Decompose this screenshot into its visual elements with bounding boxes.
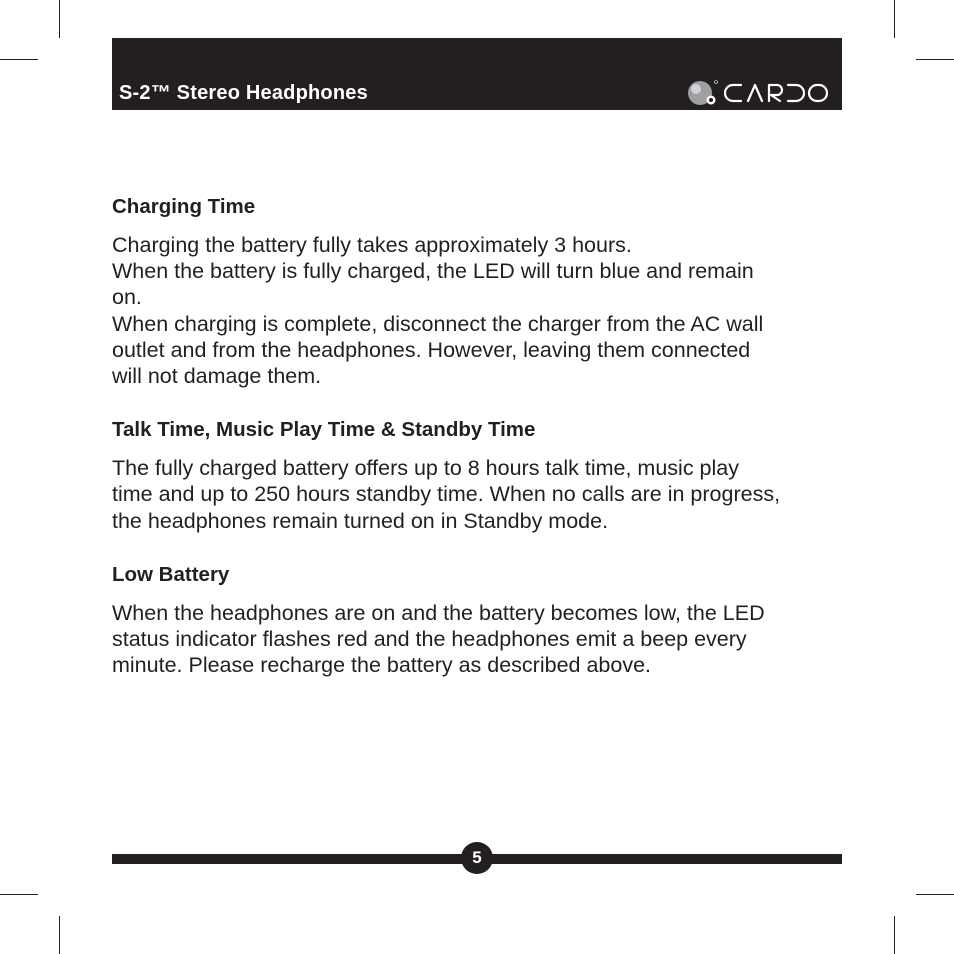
cardo-logo-mark-icon [686, 78, 722, 108]
crop-mark-top-right-horizontal [916, 59, 954, 60]
section-body: Charging the battery fully takes approximately 3 hours. When the battery is fully charged, the LED will turn blue and remain on. When charging is complete, disconnect the charger from the AC wall outlet and from the headphones. However, leaving them connected will not damage them. [112, 233, 764, 389]
crop-mark-bottom-left-horizontal [0, 894, 38, 895]
page-title: S-2™ Stereo Headphones [119, 82, 368, 104]
section-heading: Low Battery [112, 562, 230, 586]
page-number-badge: 5 [461, 842, 493, 874]
crop-mark-top-left-vertical [59, 0, 60, 38]
section-low-battery [112, 560, 847, 679]
crop-mark-top-right-vertical [894, 0, 895, 38]
crop-mark-top-left-horizontal [0, 59, 38, 60]
cardo-logo [686, 78, 830, 108]
section-heading: Talk Time, Music Play Time & Standby Time [112, 418, 536, 442]
section-charging-time [112, 192, 847, 389]
section-talk-music-standby-time [112, 415, 847, 534]
crop-mark-bottom-right-vertical [894, 916, 895, 954]
section-heading: Charging Time [112, 195, 256, 218]
crop-mark-bottom-right-horizontal [916, 894, 954, 895]
section-body: When the headphones are on and the battery becomes low, the LED status indicator flashes red and the headphones emit a beep every minute. Please recharge the battery as described above. [112, 600, 765, 678]
header-band [112, 38, 842, 110]
crop-mark-bottom-left-vertical [59, 916, 60, 954]
main-content [112, 192, 847, 678]
section-body: The fully charged battery offers up to 8 hours talk time, music play time and up to 250 hours standby time. When no calls are in progress, the headphones remain turned on in Standby mode. [112, 456, 781, 533]
cardo-logo-wordmark [724, 82, 830, 104]
